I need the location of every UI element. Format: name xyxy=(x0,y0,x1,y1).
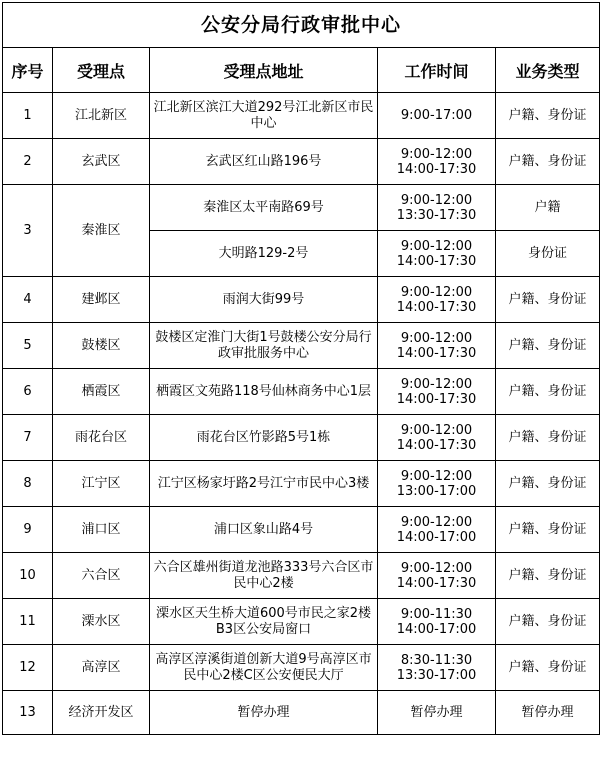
row-hours xyxy=(378,323,496,369)
row-hours-line: 13:30-17:00 xyxy=(396,667,477,683)
row-site: 浦口区 xyxy=(53,507,150,553)
row-hours-line: 14:00-17:30 xyxy=(396,391,477,407)
row-address: 雨润大街99号 xyxy=(150,277,378,323)
row-site: 溧水区 xyxy=(53,599,150,645)
row-hours-line: 8:30-11:30 xyxy=(400,652,473,668)
row-no: 11 xyxy=(3,599,53,645)
row-hours-line: 9:00-12:00 xyxy=(400,422,473,438)
row-no: 12 xyxy=(3,645,53,691)
table-row xyxy=(3,553,600,599)
row-address: 栖霞区文苑路118号仙林商务中心1层 xyxy=(150,369,378,415)
row-hours-line: 14:00-17:30 xyxy=(396,161,477,177)
row-type: 户籍、身份证 xyxy=(496,553,600,599)
row-hours xyxy=(378,93,496,139)
header-type: 业务类型 xyxy=(496,48,600,93)
row-hours xyxy=(378,553,496,599)
row-site: 玄武区 xyxy=(53,139,150,185)
row-type: 身份证 xyxy=(496,231,600,277)
header-hours: 工作时间 xyxy=(378,48,496,93)
row-address: 江宁区杨家圩路2号江宁市民中心3楼 xyxy=(150,461,378,507)
row-address: 六合区雄州街道龙池路333号六合区市民中心2楼 xyxy=(150,553,378,599)
row-hours-line: 9:00-12:00 xyxy=(400,376,473,392)
row-address: 浦口区象山路4号 xyxy=(150,507,378,553)
row-address: 玄武区红山路196号 xyxy=(150,139,378,185)
table-row xyxy=(3,645,600,691)
row-type: 户籍、身份证 xyxy=(496,277,600,323)
table-row xyxy=(3,139,600,185)
row-type: 户籍、身份证 xyxy=(496,93,600,139)
row-hours-line: 9:00-12:00 xyxy=(400,192,473,208)
row-address: 鼓楼区定淮门大街1号鼓楼公安分局行政审批服务中心 xyxy=(150,323,378,369)
row-hours-line: 9:00-11:30 xyxy=(400,606,473,622)
row-hours-line: 9:00-12:00 xyxy=(400,330,473,346)
row-hours xyxy=(378,185,496,231)
row-no: 7 xyxy=(3,415,53,461)
table-row xyxy=(3,691,600,735)
row-hours xyxy=(378,231,496,277)
row-hours-line: 14:00-17:30 xyxy=(396,345,477,361)
row-type: 户籍、身份证 xyxy=(496,599,600,645)
row-hours-line: 14:00-17:00 xyxy=(396,529,477,545)
row-hours-line: 9:00-12:00 xyxy=(400,284,473,300)
row-address: 大明路129-2号 xyxy=(150,231,378,277)
row-site: 经济开发区 xyxy=(53,691,150,735)
row-site: 秦淮区 xyxy=(53,185,150,277)
row-site: 鼓楼区 xyxy=(53,323,150,369)
row-address: 秦淮区太平南路69号 xyxy=(150,185,378,231)
row-hours-line: 9:00-12:00 xyxy=(400,146,473,162)
row-hours-line: 14:00-17:30 xyxy=(396,437,477,453)
row-site: 雨花台区 xyxy=(53,415,150,461)
service-table xyxy=(2,2,600,735)
row-hours-line: 14:00-17:30 xyxy=(396,575,477,591)
table-row xyxy=(3,415,600,461)
table-row xyxy=(3,599,600,645)
row-address: 暂停办理 xyxy=(150,691,378,735)
table-row xyxy=(3,369,600,415)
row-site: 栖霞区 xyxy=(53,369,150,415)
row-type: 户籍、身份证 xyxy=(496,415,600,461)
row-hours xyxy=(378,599,496,645)
row-no: 6 xyxy=(3,369,53,415)
row-hours-line: 9:00-12:00 xyxy=(400,560,473,576)
table-row xyxy=(3,461,600,507)
row-hours xyxy=(378,507,496,553)
row-hours xyxy=(378,461,496,507)
row-type: 户籍、身份证 xyxy=(496,461,600,507)
row-no: 10 xyxy=(3,553,53,599)
header-no: 序号 xyxy=(3,48,53,93)
row-hours xyxy=(378,415,496,461)
header-site: 受理点 xyxy=(53,48,150,93)
table-row xyxy=(3,93,600,139)
row-hours xyxy=(378,139,496,185)
row-hours xyxy=(378,691,496,735)
row-address: 江北新区滨江大道292号江北新区市民中心 xyxy=(150,93,378,139)
row-hours-line: 9:00-12:00 xyxy=(400,514,473,530)
row-no: 9 xyxy=(3,507,53,553)
header-address: 受理点地址 xyxy=(150,48,378,93)
row-site: 江北新区 xyxy=(53,93,150,139)
table-row xyxy=(3,507,600,553)
row-hours-line: 9:00-12:00 xyxy=(400,468,473,484)
row-hours-line: 14:00-17:00 xyxy=(396,621,477,637)
row-type: 户籍、身份证 xyxy=(496,507,600,553)
row-no: 3 xyxy=(3,185,53,277)
row-type: 暂停办理 xyxy=(496,691,600,735)
row-hours-line: 9:00-17:00 xyxy=(400,108,473,123)
row-no: 4 xyxy=(3,277,53,323)
row-type: 户籍、身份证 xyxy=(496,645,600,691)
row-site: 高淳区 xyxy=(53,645,150,691)
table-row xyxy=(3,277,600,323)
table-row xyxy=(3,323,600,369)
row-no: 1 xyxy=(3,93,53,139)
table-row xyxy=(3,185,600,231)
row-hours-line: 暂停办理 xyxy=(410,705,463,720)
row-hours xyxy=(378,277,496,323)
row-address: 溧水区天生桥大道600号市民之家2楼B3区公安局窗口 xyxy=(150,599,378,645)
row-type: 户籍、身份证 xyxy=(496,323,600,369)
row-hours-line: 13:00-17:00 xyxy=(396,483,477,499)
row-hours xyxy=(378,369,496,415)
row-type: 户籍、身份证 xyxy=(496,369,600,415)
row-site: 建邺区 xyxy=(53,277,150,323)
row-hours-line: 14:00-17:30 xyxy=(396,299,477,315)
document xyxy=(2,2,599,735)
row-no: 2 xyxy=(3,139,53,185)
row-no: 8 xyxy=(3,461,53,507)
row-address: 雨花台区竹影路5号1栋 xyxy=(150,415,378,461)
table-title: 公安分局行政审批中心 xyxy=(3,3,600,48)
row-address: 高淳区淳溪街道创新大道9号高淳区市民中心2楼C区公安便民大厅 xyxy=(150,645,378,691)
row-no: 13 xyxy=(3,691,53,735)
row-no: 5 xyxy=(3,323,53,369)
row-type: 户籍 xyxy=(496,185,600,231)
row-hours-line: 14:00-17:30 xyxy=(396,253,477,269)
row-site: 江宁区 xyxy=(53,461,150,507)
row-site: 六合区 xyxy=(53,553,150,599)
row-hours xyxy=(378,645,496,691)
row-type: 户籍、身份证 xyxy=(496,139,600,185)
row-hours-line: 9:00-12:00 xyxy=(400,238,473,254)
row-hours-line: 13:30-17:30 xyxy=(396,207,477,223)
